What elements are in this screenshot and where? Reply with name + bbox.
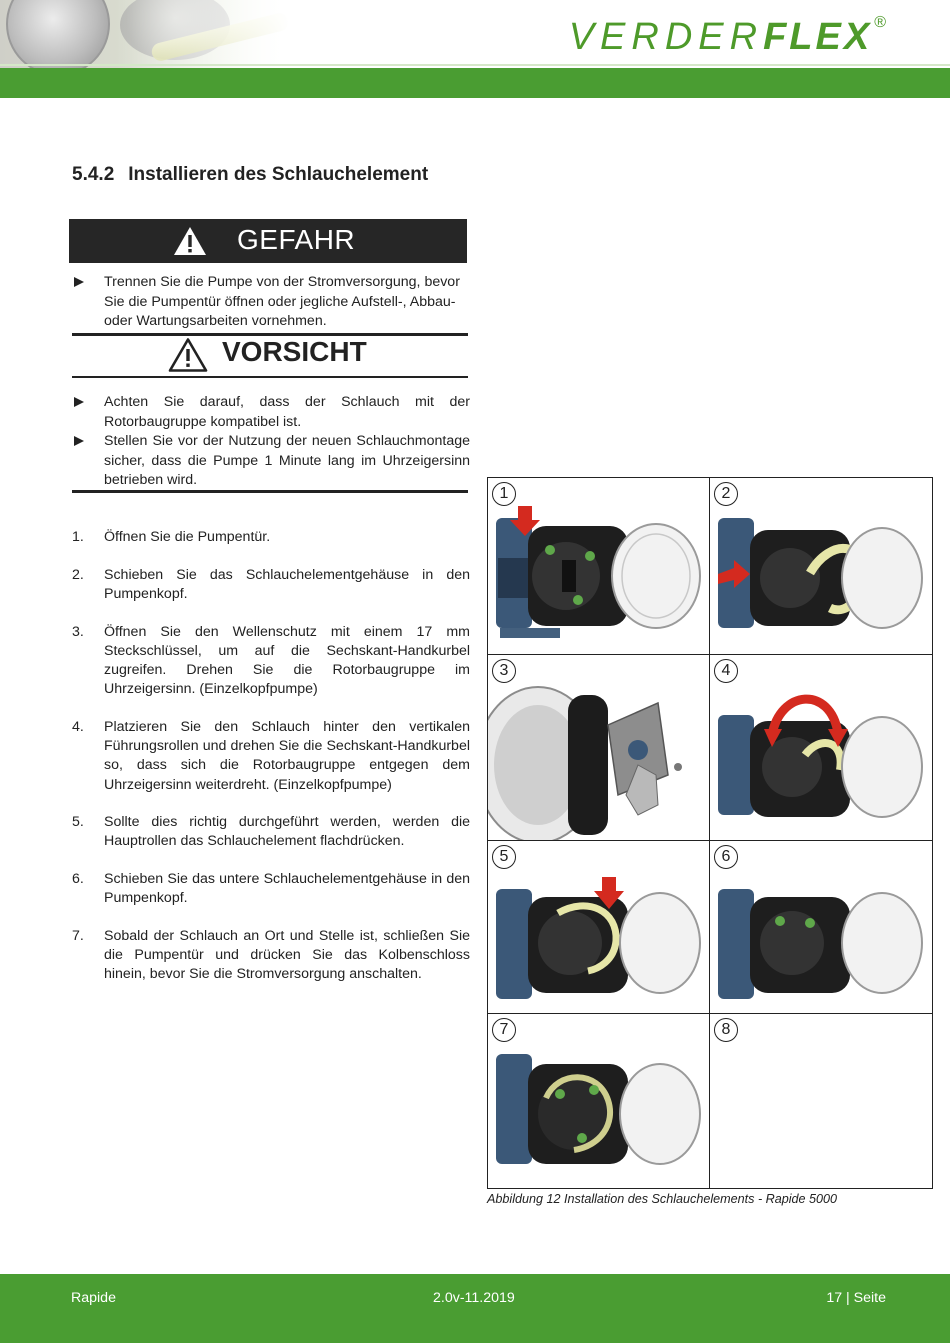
figure-panel-8 xyxy=(710,1014,932,1188)
divider xyxy=(72,376,468,378)
list-item: Stellen Sie vor der Nutzung der neuen Schlauchmontage sicher, dass die Pumpe 1 Minute lang im Uhrzeigersinn betrieben wird. xyxy=(72,432,470,491)
section-title: Installieren des Schlauchelement xyxy=(128,164,429,185)
pump-illustration xyxy=(488,478,710,655)
arrow-bullet-icon xyxy=(74,277,84,287)
header-green-bar xyxy=(0,68,950,98)
page-footer xyxy=(0,1274,950,1343)
caution-list xyxy=(72,393,470,491)
footer-page-number: 17 | Seite xyxy=(826,1290,886,1306)
danger-list xyxy=(72,273,466,332)
footer-product: Rapide xyxy=(71,1290,116,1306)
figure-panel-6 xyxy=(710,841,932,1014)
panel-number: 1 xyxy=(492,482,516,506)
pump-illustration xyxy=(710,841,932,1014)
pump-illustration xyxy=(710,478,932,655)
warning-triangle-icon xyxy=(168,337,208,373)
footer-version: 2.0v-11.2019 xyxy=(433,1290,515,1306)
pump-illustration xyxy=(488,1014,710,1188)
figure-caption: Abbildung 12 Installation des Schlauchelements - Rapide 5000 xyxy=(487,1192,838,1206)
danger-banner xyxy=(69,219,467,263)
section-number: 5.4.2 xyxy=(72,164,115,185)
figure-panel-3 xyxy=(488,655,710,841)
header-pump-photo xyxy=(0,0,290,68)
list-item: Achten Sie darauf, dass der Schlauch mit der Rotorbaugruppe kompatibel ist. xyxy=(72,393,470,432)
pump-illustration xyxy=(488,655,710,841)
step-item: 3. Öffnen Sie den Wellenschutz mit einem 17 mm Steckschlüssel, um auf die Sechskant-Handkurbel zugreifen. Drehen Sie die Rotorbaugruppe im Uhrzeigersinn. (Einzelkopfpumpe) xyxy=(72,623,470,698)
panel-number: 2 xyxy=(714,482,738,506)
page-header xyxy=(0,0,950,98)
list-item: Trennen Sie die Pumpe von der Stromversorgung, bevor Sie die Pumpentür öffnen oder jegliche Aufstell-, Abbau- oder Wartungsarbeiten vornehmen. xyxy=(72,273,466,332)
panel-number: 5 xyxy=(492,845,516,869)
header-divider xyxy=(0,64,950,66)
step-item: 5. Sollte dies richtig durchgeführt werden, werden die Hauptrollen das Schlauchelement flachdrücken. xyxy=(72,814,470,850)
arrow-bullet-icon xyxy=(74,397,84,407)
section-heading xyxy=(72,164,428,186)
caution-label: VORSICHT xyxy=(222,336,367,367)
panel-number: 4 xyxy=(714,659,738,683)
step-item: 7. Sobald der Schlauch an Ort und Stelle ist, schließen Sie die Pumpentür und drücken Sie das Kolbenschloss hinein, bevor Sie die Stromversorgung anschalten. xyxy=(72,928,470,983)
figure-panel-7 xyxy=(488,1014,710,1188)
panel-number: 3 xyxy=(492,659,516,683)
figure-panel-4 xyxy=(710,655,932,841)
divider xyxy=(72,490,468,493)
pump-illustration xyxy=(710,655,932,841)
figure-panel-5 xyxy=(488,841,710,1014)
installation-figure xyxy=(487,477,933,1189)
verderflex-logo: VERDERFLEX ® xyxy=(568,14,892,58)
danger-label: GEFAHR xyxy=(237,224,356,255)
installation-steps xyxy=(72,528,470,1003)
step-item: 6. Schieben Sie das untere Schlauchelementgehäuse in den Pumpenkopf. xyxy=(72,871,470,907)
panel-number: 7 xyxy=(492,1018,516,1042)
pump-illustration xyxy=(488,841,710,1014)
arrow-bullet-icon xyxy=(74,436,84,446)
warning-triangle-icon xyxy=(173,226,207,256)
panel-number: 8 xyxy=(714,1018,738,1042)
step-item: 2. Schieben Sie das Schlauchelementgehäuse in den Pumpenkopf. xyxy=(72,566,470,602)
step-item: 4. Platzieren Sie den Schlauch hinter den vertikalen Führungsrollen und drehen Sie die Sechskant-Handkurbel so, dass sich die Rotorbaugruppe entgegen dem Uhrzeigersinn weiterdreht. (Einzelkopfpumpe) xyxy=(72,718,470,793)
step-item: 1. Öffnen Sie die Pumpentür. xyxy=(72,529,271,545)
figure-panel-1 xyxy=(488,478,710,655)
panel-number: 6 xyxy=(714,845,738,869)
figure-panel-2 xyxy=(710,478,932,655)
